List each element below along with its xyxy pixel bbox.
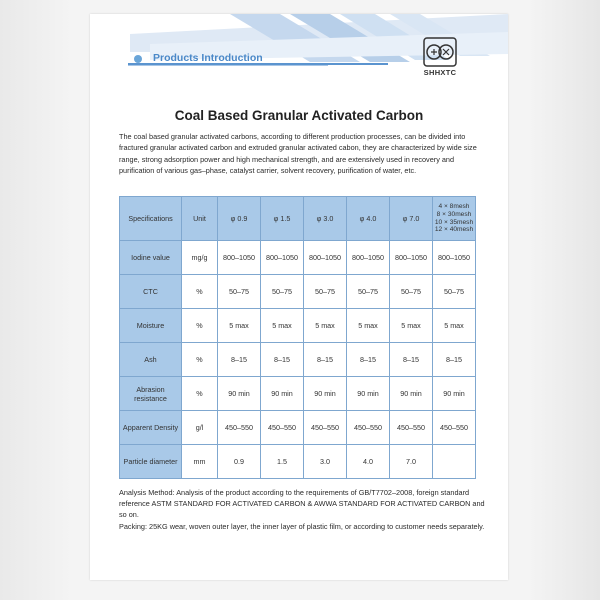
unit-cell: mg/g [182,241,218,275]
value-cell: 5 max [304,309,347,343]
row-label: Iodine value [120,241,182,275]
table-row [120,309,476,343]
value-cell: 50–75 [433,275,476,309]
unit-cell: % [182,275,218,309]
column-header: Specifications [120,197,182,241]
value-cell: 8–15 [390,343,433,377]
value-cell: 450–550 [390,411,433,445]
table-row [120,241,476,275]
value-cell: 50–75 [390,275,433,309]
value-cell: 0.9 [218,445,261,479]
row-label: CTC [120,275,182,309]
value-cell: 90 min [433,377,476,411]
specifications-table [119,196,476,479]
value-cell: 7.0 [390,445,433,479]
mesh-size-label: 4 × 8mesh [438,203,470,211]
value-cell: 450–550 [261,411,304,445]
value-cell: 5 max [433,309,476,343]
value-cell [433,445,476,479]
logo-wordmark: SHHXTC [423,68,457,77]
table-row [120,445,476,479]
value-cell: 8–15 [218,343,261,377]
row-label: Particle diameter [120,445,182,479]
value-cell: 450–550 [218,411,261,445]
column-header: Unit [182,197,218,241]
intro-paragraph: The coal based granular activated carbons, according to different production processes, can be divided into fractured granular activated carbon and extruded granular activated cabon, they are characterized by wide size range, strong adsorption power and high mechanical strength, and are extensively used in recovery and purification of various gas–phase, catalyst carrier, solvent recovery, purification of water, etc. [119,132,477,176]
value-cell: 800–1050 [433,241,476,275]
company-logo-icon [422,36,458,68]
value-cell: 8–15 [347,343,390,377]
mesh-size-label: 12 × 40mesh [434,226,474,234]
row-label: Ash [120,343,182,377]
row-label: Apparent Density [120,411,182,445]
value-cell: 5 max [218,309,261,343]
value-cell: 8–15 [433,343,476,377]
unit-cell: g/l [182,411,218,445]
table-row [120,411,476,445]
section-title: Products Introduction [153,52,263,64]
value-cell: 90 min [347,377,390,411]
table-header-row [120,197,476,241]
value-cell: 50–75 [347,275,390,309]
value-cell: 800–1050 [390,241,433,275]
brochure-page [90,14,508,580]
value-cell: 4.0 [347,445,390,479]
unit-cell: % [182,309,218,343]
value-cell: 3.0 [304,445,347,479]
column-header: φ 4.0 [347,197,390,241]
value-cell: 450–550 [304,411,347,445]
packing-text: Packing: 25KG wear, woven outer layer, the inner layer of plastic film, or according to customer needs separately. [119,521,485,531]
column-header: φ 3.0 [304,197,347,241]
unit-cell: % [182,377,218,411]
value-cell: 5 max [390,309,433,343]
header-bullet-icon [134,55,142,63]
value-cell: 50–75 [304,275,347,309]
value-cell: 90 min [218,377,261,411]
analysis-method-text: Analysis Method: Analysis of the product according to the requirements of GB/T7702–2008, foreign standard reference ASTM STANDARD FOR ACTIVATED CARBON & AWWA STANDARD FOR ACTIVATED CARBON and so on. [119,488,485,520]
table-row [120,275,476,309]
table-row [120,343,476,377]
page-title: Coal Based Granular Activated Carbon [174,108,424,123]
value-cell: 8–15 [261,343,304,377]
value-cell: 800–1050 [261,241,304,275]
value-cell: 450–550 [347,411,390,445]
value-cell: 800–1050 [218,241,261,275]
value-cell: 90 min [304,377,347,411]
column-header: φ 1.5 [261,197,304,241]
mesh-column-header [433,197,476,241]
column-header: φ 7.0 [390,197,433,241]
value-cell: 50–75 [261,275,304,309]
table-row [120,377,476,411]
value-cell: 1.5 [261,445,304,479]
value-cell: 5 max [261,309,304,343]
mesh-size-label: 10 × 35mesh [434,218,474,226]
value-cell: 800–1050 [347,241,390,275]
value-cell: 450–550 [433,411,476,445]
value-cell: 90 min [261,377,304,411]
row-label: Moisture [120,309,182,343]
value-cell: 5 max [347,309,390,343]
unit-cell: % [182,343,218,377]
mesh-size-label: 8 × 30mesh [436,210,472,218]
value-cell: 90 min [390,377,433,411]
row-label: Abrasion resistance [120,377,182,411]
column-header: φ 0.9 [218,197,261,241]
value-cell: 50–75 [218,275,261,309]
value-cell: 8–15 [304,343,347,377]
footer-notes [119,487,494,532]
unit-cell: mm [182,445,218,479]
value-cell: 800–1050 [304,241,347,275]
